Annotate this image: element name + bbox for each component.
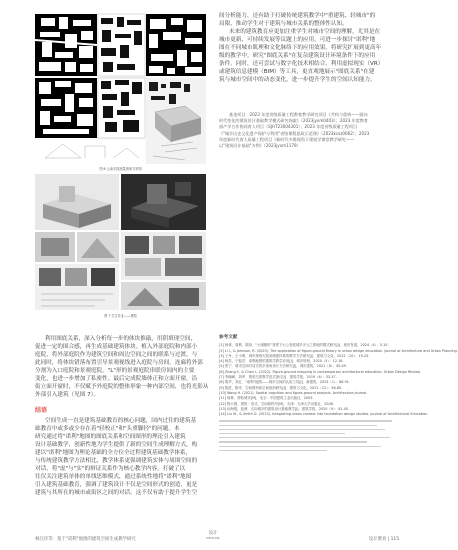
text-line: 建以"诺利"地图为理论基础的全方位全过程建筑基础教学体系， <box>35 450 192 456</box>
reference-item: [12] 程大锦．建筑：形式、空间和秩序[M]．天津：天津大学出版社，2008. <box>219 401 334 406</box>
text-line: 条件。同时，还可尝试与数字化技术相结合，利用虚拟现实（VR） <box>219 61 384 67</box>
section-heading-conclusion: 结语 <box>35 407 48 414</box>
text-line: 间分析能力，还有助于打破传统建筑教学中"重建筑、轻城市"的 <box>219 13 376 19</box>
text-line: 未来的建筑教育应更加注重学生对城市空间的理解，尤其是在 <box>229 29 381 35</box>
figure-6 <box>35 14 206 164</box>
text-line: 研究通过将"诺利"地图的图底关系和空间图形的理论引入建筑 <box>35 434 186 440</box>
text-line: 年度新时代育人质量工程项目《新时代多维视角下建筑学课堂教学研究—— <box>219 136 355 142</box>
reference-item: [1] 杨林，周利，陈扬．"大城镇时"背景下大公发展城乡多元之系统的模式研究[J]．城市发展，2024（4）：5-10. <box>219 343 389 348</box>
right-intro-paragraph <box>219 12 399 84</box>
text-line: 设计基础教学，创新性地为学生提供了新的空间生成理解方式，构 <box>35 442 198 448</box>
reference-item: [4] 杨奕，于振洋．诺利地图的建筑学教学应用[J]．城市规划，2020（5）：12-16. <box>219 359 344 364</box>
reference-item: [11] 柯林．拼贴城市[M]．北京：中国建筑工业出版社，2003. <box>219 396 314 401</box>
text-line: 筑与城市空间中的动态变化，进一步提升学生的空间认知能力。 <box>219 77 376 83</box>
reference-continuation <box>219 420 399 451</box>
reference-item: [13] 孙海骏，蓝博．走向城市的建筑设计基础教学[J]．建筑学报，2020（9）：41-45. <box>219 406 350 411</box>
figure-7-caption: 图 7 学生作业——模型 <box>104 314 137 318</box>
text-line: 时代变化的建筑设计基础教学模式研究探索》（2023jyxm0403）；2023 年度教育 <box>219 118 368 124</box>
figure-6-caption: 图 6 云南多国测量图案式草图 <box>99 167 142 171</box>
text-line: 部产学合作协同育人项目（SJHT23004301）；2023 年度省级质量工程项目 <box>219 124 358 130</box>
references-heading: 参考文献 <box>219 335 238 340</box>
references <box>219 335 458 454</box>
footer-page-number: 设计教育 | 115 <box>368 537 399 542</box>
reference-item: [10] Wang H. (2021). Spatial cognition and figure-ground analysis. Architecture Journal. <box>219 390 368 395</box>
text-line: 以"建筑设计基础"为例》（2023jyxm1179） <box>219 143 301 149</box>
text-line: 引入建筑基础教育，强调了建筑设计不仅是空间形式的创造，更是 <box>35 482 198 488</box>
text-line: 基金项目：2023 年度省级质量工程教育教学研究项目《共构与重构——面向 <box>229 112 368 117</box>
reference-item: [5] 张宁．城市空间对话式的多视角设计方法研究[J]．城市建筑，2021（8）：45-49. <box>219 364 347 369</box>
text-line: 外部引入建筑（见图 7）。 <box>35 392 100 398</box>
text-line: 对话，将"虚"与"实"的辩证关系作为核心教学内容。打破了以 <box>35 466 186 472</box>
funding-note <box>219 112 399 149</box>
text-line: 局限，推动学生对于建筑与城市关系的整体性认知。 <box>219 21 348 27</box>
reference-item: [3] 王丹，王小明．城市规划大院到城建体系的教学方法研究[J]．建筑与文化，2022（10）：19-23. <box>219 353 370 358</box>
text-line: 分割为入口庭院和景观庭院，"L"形的景观庭院串联房间内的主要 <box>35 368 195 374</box>
reference-item: [8] 胡华，刘红．"诺利"地图——城市空间的认知工具[J]．新建筑，2023（1）：88-91. <box>219 380 350 385</box>
footer-logo-en: DESIGN <box>206 536 220 540</box>
reference-item: [6] Zhang Y., & Chen L. (2022). Figure-ground mapping in contemporary architectural education. Urban Design Review. <box>219 369 421 374</box>
reference-item: [7] 李晓峰，刘军．图底关系教学范式探讨[J]．建筑学报，2019（6）：33-37. <box>219 375 337 380</box>
text-line: 或建筑信息建模（BIM）等工具，更直观地展示"图底关系"在建 <box>219 69 375 75</box>
body-paragraph-1 <box>35 335 211 399</box>
footer-logo <box>200 531 226 540</box>
text-line: 空间生成一直是建筑基础教育的核心问题，国内过往的建筑基 <box>45 418 197 424</box>
reference-item: [9] 陈进，陈舟．空间图形和空间组织研究[J]．建筑与文化，2021（12）：56-60. <box>219 385 343 390</box>
footer-logo-cn: 设计 <box>208 531 218 536</box>
text-line: 级的教学中。研究"图底关系"在复杂建筑设计环境条件下的应用 <box>219 53 376 59</box>
text-line: 街立面开窗时，不仅赋予外庭院的整体形象一种内部空间，也将光影从 <box>35 384 209 390</box>
text-line: 与传统建筑教学方法相比，教学体系更强调建筑实体与周围空间的 <box>35 458 198 464</box>
text-line: 《"城乡历史文化遗产保护与利用"省级课程思政示范课》（2023kcsz0062）；2023 <box>219 130 370 136</box>
figure-6-image <box>35 14 206 164</box>
figure-7-image <box>35 174 206 310</box>
text-line: 利用图底关系，深入分析每一步的体块推敲，用阴填现空间， <box>45 336 197 342</box>
footer-running-title: 林汪洋等：基于"诺利"地图的建筑空间生成教学研究 <box>35 537 136 542</box>
text-line: 城市更新、可持续发展等议题上的应用。可进一步探讨"诺利"地 <box>219 37 376 43</box>
figure-7 <box>35 174 206 310</box>
text-line: 庭院，将外部庭院作为建筑空间和周边空间之间的联系与过渡，与 <box>35 352 198 358</box>
text-line: 建筑与其所在的城市或街区之间的对话。这不仅有助于提升学生空 <box>35 490 198 496</box>
text-line: 础教育中或多或少存在着"轻校正"和"头重脚轻"的问题。本 <box>35 426 180 432</box>
text-line: 变化，也进一步增加了私密性。最后完成院墙体正和立面开窗，沿 <box>35 376 198 382</box>
reference-item: [14] Liu M., & Smith D. (2023). Integrating urban context into foundation design studios. Journal of Architectural Education. <box>219 412 429 417</box>
text-line: 促进一定的围合感，再生成基础建筑体块。植入外部庭院和内部小 <box>35 344 198 350</box>
text-line: 此同时，将体块错落布置引导景观视线进入庭院与房间。连廊将外部 <box>35 360 203 366</box>
reference-item: [2] Li J., & Johnson, R. (2020). The application of figure-ground theory in urban design education. Journal of Architecture and Urban Planning. <box>219 348 458 353</box>
text-line: 图在不同城市肌理和文化脉络下的应用效果，将研究扩展到更高年 <box>219 45 382 51</box>
body-paragraph-2 <box>35 417 211 497</box>
text-line: 往仅关注建筑单体的单线思维模式，通过系统性地将"诺利"地图 <box>35 474 192 480</box>
